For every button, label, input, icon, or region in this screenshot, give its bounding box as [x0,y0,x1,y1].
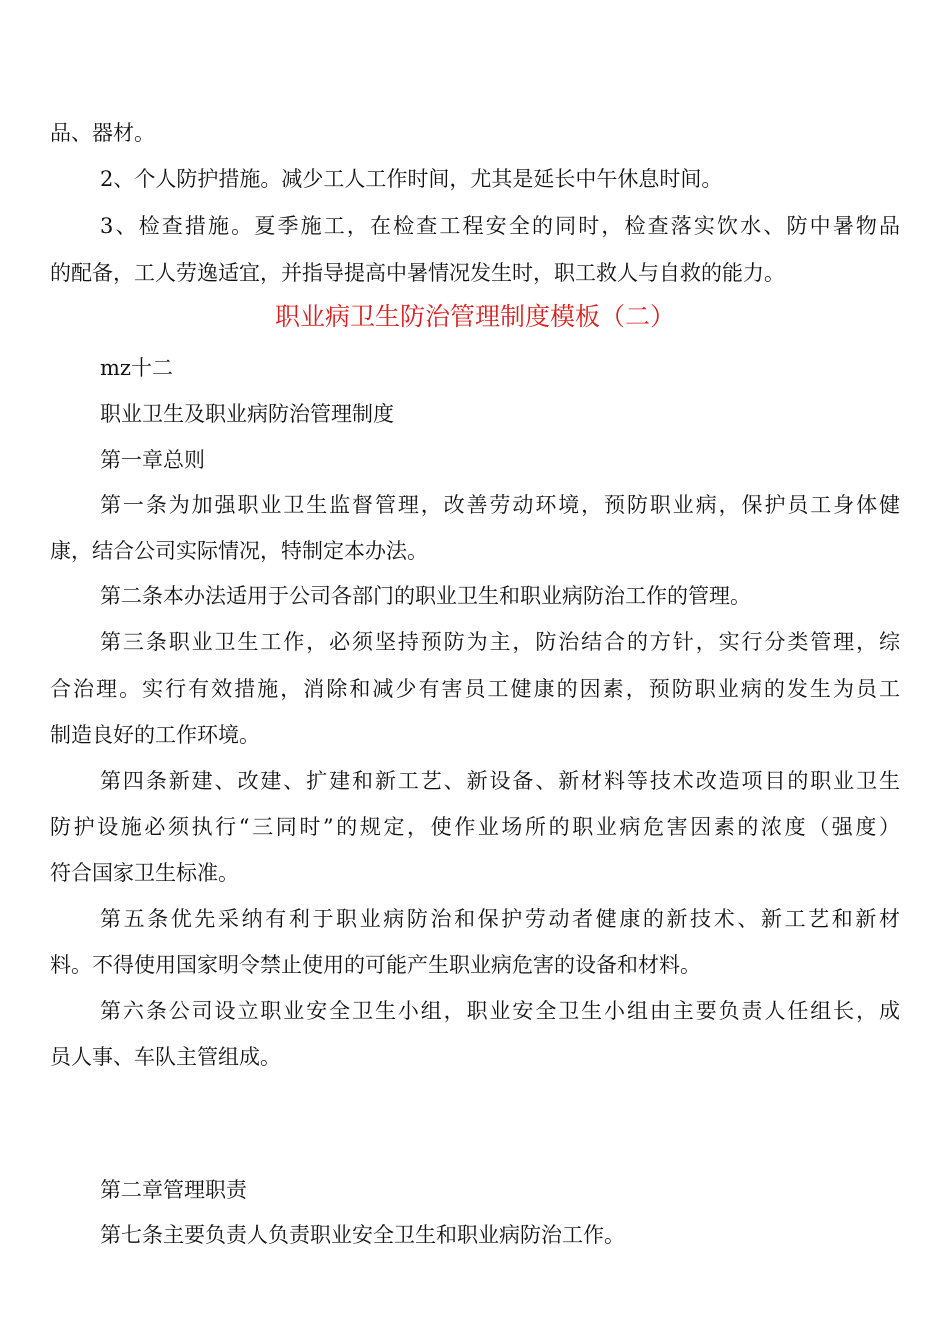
text-line: 的配备，工人劳逸适宜，并指导提高中暑情况发生时，职工救人与自救的能力。 [50,261,785,285]
text-line: 第六条公司设立职业安全卫生小组，职业安全卫生小组由主要负责人任组长，成 [100,999,900,1023]
text-line: 3、检查措施。夏季施工，在检查工程安全的同时，检查落实饮水、防中暑物品 [100,214,900,238]
text-line: 第五条优先采纳有利于职业病防治和保护劳动者健康的新技术、新工艺和新材 [100,907,900,931]
text-line: 防护设施必须执行“三同时”的规定，使作业场所的职业病危害因素的浓度（强度） [50,815,900,839]
text-line: 第一条为加强职业卫生监督管理，改善劳动环境，预防职业病，保护员工身体健 [100,493,900,517]
text-line: 员人事、车队主管组成。 [50,1045,281,1069]
text-line: 符合国家卫生标准。 [50,861,239,885]
text-line: mz十二 [100,356,173,380]
text-line: 制造良好的工作环境。 [50,723,260,747]
text-line: 职业卫生及职业病防治管理制度 [100,402,394,426]
text-line: 康，结合公司实际情况，特制定本办法。 [50,539,428,563]
text-line: 第四条新建、改建、扩建和新工艺、新设备、新材料等技术改造项目的职业卫生 [100,769,900,793]
section-heading: 第一章总则 [100,448,205,472]
text-line: 品、器材。 [50,121,155,145]
text-line: 料。不得使用国家明令禁止使用的可能产生职业病危害的设备和材料。 [50,953,701,977]
text-line: 第七条主要负责人负责职业安全卫生和职业病防治工作。 [100,1223,625,1247]
text-line: 合治理。实行有效措施，消除和减少有害员工健康的因素，预防职业病的发生为员工 [50,677,900,701]
text-line: 第三条职业卫生工作，必须坚持预防为主，防治结合的方针，实行分类管理，综 [100,630,900,654]
document-title: 职业病卫生防治管理制度模板（二） [274,302,675,331]
text-line: 第二条本办法适用于公司各部门的职业卫生和职业病防治工作的管理。 [100,584,751,608]
text-line: 2、个人防护措施。减少工人工作时间，尤其是延长中午休息时间。 [100,167,723,191]
section-heading: 第二章管理职责 [100,1178,247,1202]
